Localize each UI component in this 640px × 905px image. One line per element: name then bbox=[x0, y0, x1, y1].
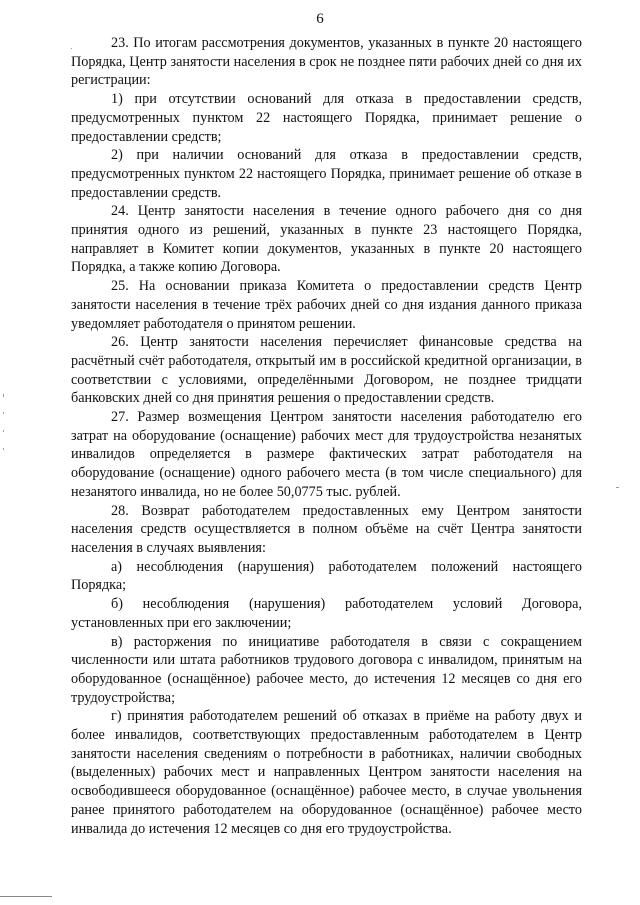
scan-speck bbox=[3, 448, 4, 450]
paragraph-28-item-b: б) несоблюдения (нарушения) работодателем условий Договора, установленных при его заключении; bbox=[71, 596, 582, 631]
scan-speck bbox=[3, 394, 4, 397]
paragraph-23-item-2: 2) при наличии оснований для отказа в предоставлении средств, предусмотренных пунктом 22 настоящего Порядка, принимает решение об отказе в предоставлении средств. bbox=[71, 147, 582, 201]
scan-speck bbox=[3, 412, 4, 414]
paragraph-23-item-1: 1) при отсутствии оснований для отказа в предоставлении средств, предусмотренных пунктом 22 настоящего Порядка, принимает решение о предоставлении средств; bbox=[71, 91, 582, 145]
paragraph-28-item-a: а) несоблюдения (нарушения) работодателем положений настоящего Порядка; bbox=[71, 558, 582, 594]
scan-speck bbox=[71, 48, 72, 49]
paragraph-28-item-v: в) расторжения по инициативе работодателя в связи с сокращением численности или штата работников трудового договора с инвалидом, принятым на оборудованное (оснащённое) рабочее место, до истечения 12 месяцев со дня его трудоустройства; bbox=[71, 633, 582, 706]
page-number: 6 bbox=[316, 11, 324, 27]
scan-speck bbox=[3, 430, 4, 432]
document-body bbox=[71, 34, 582, 838]
paragraph-28-item-g: г) принятия работодателем решений об отказах в приёме на работу двух и более инвалидов, соответствующих предоставленным работодателем в Центр занятости населения сведениям о потребности в работниках, наличии свободных (выделенных) рабочих мест и направленных Центром занятости населения на освободившееся оборудованное (оснащённое) рабочее место, в случае увольнения ранее принятого работодателем на оборудованное (оснащённое) рабочее место инвалида до истечения 12 месяцев со дня его трудоустройства. bbox=[71, 708, 582, 837]
scan-speck bbox=[616, 487, 619, 488]
paragraph-26: 26. Центр занятости населения перечисляет финансовые средства на расчётный счёт работодателя, открытый им в российской кредитной организации, в соответствии с условиями, определёнными Договором, не позднее тридцати банковских дней со дня принятия решения о предоставлении средств. bbox=[71, 334, 582, 407]
paragraph-28: 28. Возврат работодателем предоставленных ему Центром занятости населения средств осуществляется в полном объёме на счёт Центра занятости населения в случаях выявления: bbox=[71, 502, 582, 556]
paragraph-27: 27. Размер возмещения Центром занятости населения работодателю его затрат на оборудование (оснащение) рабочих мест для трудоустройства незанятых инвалидов определяется в размере фактических затрат работодателя на оборудование (оснащение) одного рабочего места (в том числе специального) для незанятого инвалида, но не более 50,0775 тыс. рублей. bbox=[71, 409, 582, 500]
paragraph-23: 23. По итогам рассмотрения документов, указанных в пункте 20 настоящего Порядка, Центр занятости населения в срок не позднее пяти рабочих дней со дня их регистрации: bbox=[71, 35, 582, 89]
paragraph-24: 24. Центр занятости населения в течение одного рабочего дня со дня принятия одного из решений, указанных в пункте 23 настоящего Порядка, направляет в Комитет копии документов, указанных в пункте 20 настоящего Порядка, а также копию Договора. bbox=[71, 203, 582, 276]
scan-edge-line bbox=[0, 896, 52, 897]
paragraph-25: 25. На основании приказа Комитета о предоставлении средств Центр занятости населения в течение трёх рабочих дней со дня издания данного приказа уведомляет работодателя о принятом решении. bbox=[71, 278, 582, 332]
